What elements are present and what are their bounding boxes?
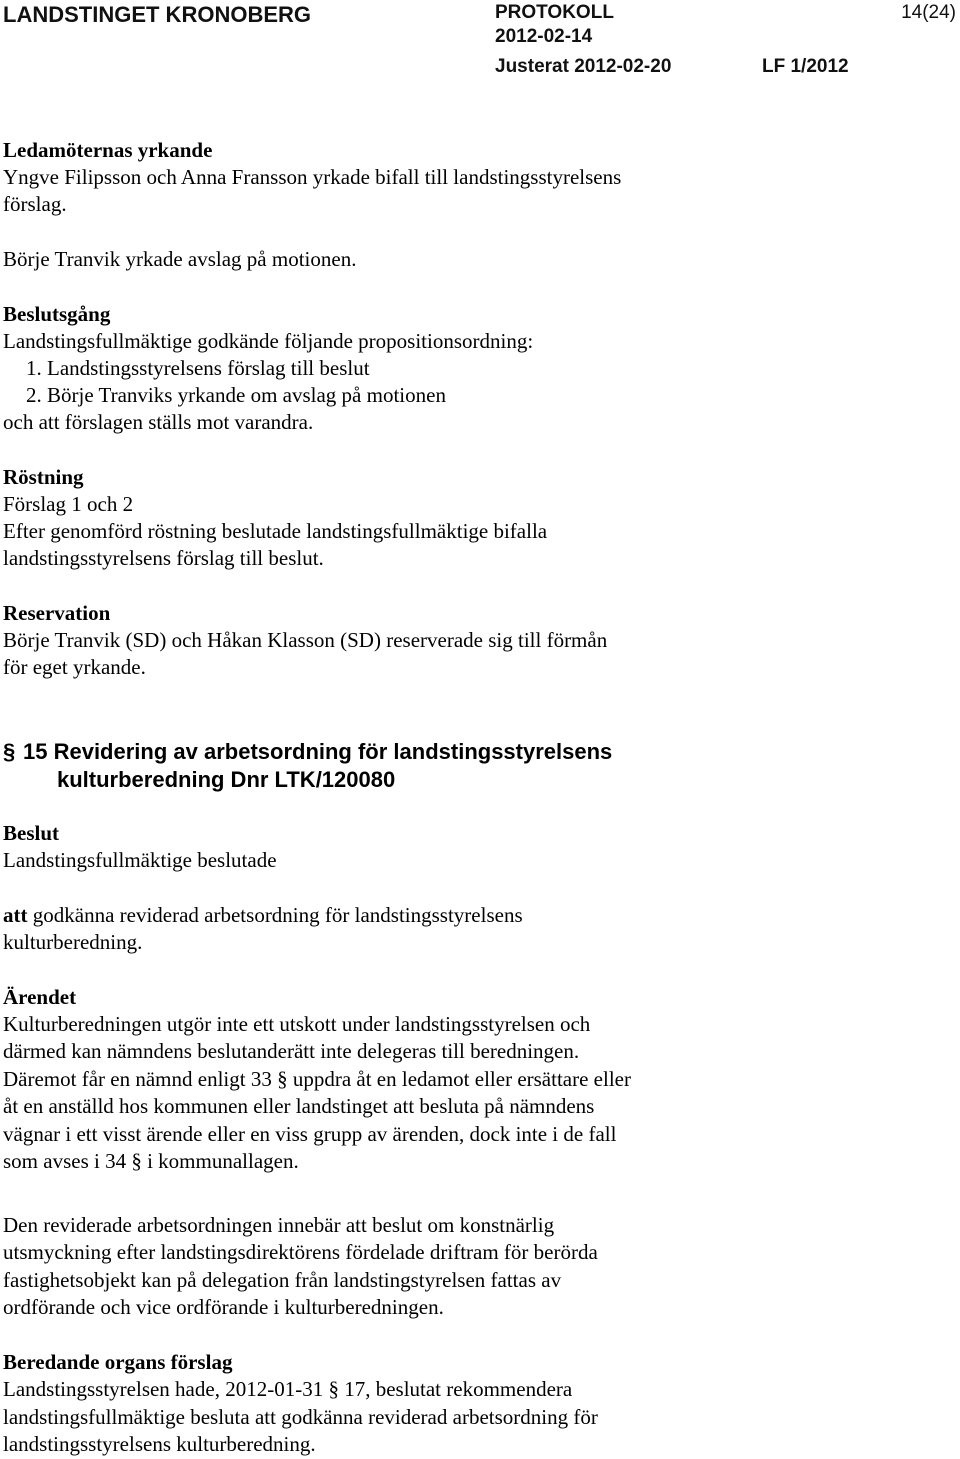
- yrkande-line: Börje Tranvik yrkade avslag på motionen.: [3, 247, 357, 271]
- arendet-heading: Ärendet: [3, 985, 77, 1009]
- yrkande-heading: Ledamöternas yrkande: [3, 138, 213, 162]
- rostning-line: Förslag 1 och 2: [3, 492, 134, 516]
- reference-number: LF 1/2012: [762, 56, 849, 77]
- arendet-line: åt en anställd hos kommunen eller landstinget att besluta på nämndens: [3, 1094, 595, 1118]
- proposition-item: 2. Börje Tranviks yrkande om avslag på motionen: [26, 383, 446, 407]
- beslut-line: kulturberedning.: [3, 930, 143, 954]
- beslutsgang-line: och att förslagen ställs mot varandra.: [3, 410, 314, 434]
- beslut-text: godkänna reviderad arbetsordning för landstingsstyrelsens: [27, 903, 523, 927]
- reservation-heading: Reservation: [3, 601, 111, 625]
- rostning-line: Efter genomförd röstning beslutade landstingsfullmäktige bifalla: [3, 519, 548, 543]
- arendet-line: Kulturberedningen utgör inte ett utskott under landstingsstyrelsen och: [3, 1012, 591, 1036]
- beslut-line: [3, 902, 523, 928]
- beslut-line: Landstingsfullmäktige beslutade: [3, 848, 277, 872]
- page-number: 14(24): [901, 2, 956, 23]
- beslutsgang-heading: Beslutsgång: [3, 302, 111, 326]
- beslut-heading: Beslut: [3, 821, 60, 845]
- arendet-text: Däremot får en nämnd enligt 33: [3, 1067, 278, 1091]
- arendet-line: [3, 1066, 631, 1092]
- reservation-line: Börje Tranvik (SD) och Håkan Klasson (SD) reserverade sig till förmån: [3, 628, 608, 652]
- revision-line: fastighetsobjekt kan på delegation från landstingstyrelsen fattas av: [3, 1268, 562, 1292]
- reservation-line: för eget yrkande.: [3, 655, 146, 679]
- rostning-heading: Röstning: [3, 465, 84, 489]
- section-title: kulturberedning Dnr LTK/120080: [57, 767, 396, 792]
- arendet-text: som avses i 34: [3, 1149, 132, 1173]
- document-type: PROTOKOLL: [495, 2, 614, 23]
- beslutsgang-line: Landstingsfullmäktige godkände följande propositionsordning:: [3, 329, 534, 353]
- proposition-item: 1. Landstingsstyrelsens förslag till beslut: [26, 356, 370, 380]
- beredande-text: 17, beslutat rekommendera: [338, 1377, 573, 1401]
- revision-line: utsmyckning efter landstingsdirektörens fördelade driftram för berörda: [3, 1240, 598, 1264]
- section-title: 15 Revidering av arbetsordning för landstingsstyrelsens: [23, 739, 613, 764]
- paragraph-symbol: §: [131, 1149, 142, 1173]
- adjusted-date: Justerat 2012-02-20: [495, 56, 672, 77]
- arendet-line: [3, 1148, 299, 1174]
- paragraph-symbol: §: [328, 1377, 339, 1401]
- revision-line: ordförande och vice ordförande i kulturberedningen.: [3, 1295, 444, 1319]
- yrkande-line: Yngve Filipsson och Anna Fransson yrkade bifall till landstingsstyrelsens: [3, 165, 622, 189]
- arendet-line: vägnar i ett visst ärende eller en viss grupp av ärenden, dock inte i de fall: [3, 1122, 617, 1146]
- beredande-line: landstingsstyrelsens kulturberedning.: [3, 1432, 316, 1456]
- paragraph-symbol: §: [277, 1067, 288, 1091]
- beredande-text: Landstingsstyrelsen hade, 2012-01-31: [3, 1377, 329, 1401]
- beredande-line: landstingsfullmäktige besluta att godkänna reviderad arbetsordning för: [3, 1405, 598, 1429]
- org-name: LANDSTINGET KRONOBERG: [3, 2, 311, 27]
- beredande-heading: Beredande organs förslag: [3, 1350, 233, 1374]
- rostning-line: landstingsstyrelsens förslag till beslut.: [3, 546, 324, 570]
- arendet-text: i kommunallagen.: [141, 1149, 299, 1173]
- arendet-line: därmed kan nämndens beslutanderätt inte delegeras till beredningen.: [3, 1039, 580, 1063]
- protocol-date: 2012-02-14: [495, 26, 593, 47]
- beredande-line: [3, 1376, 572, 1402]
- revision-line: Den reviderade arbetsordningen innebär att beslut om konstnärlig: [3, 1213, 555, 1237]
- yrkande-line: förslag.: [3, 192, 67, 216]
- arendet-text: uppdra åt en ledamot eller ersättare eller: [287, 1067, 631, 1091]
- section-symbol: §: [3, 739, 16, 764]
- att-keyword: att: [3, 903, 28, 927]
